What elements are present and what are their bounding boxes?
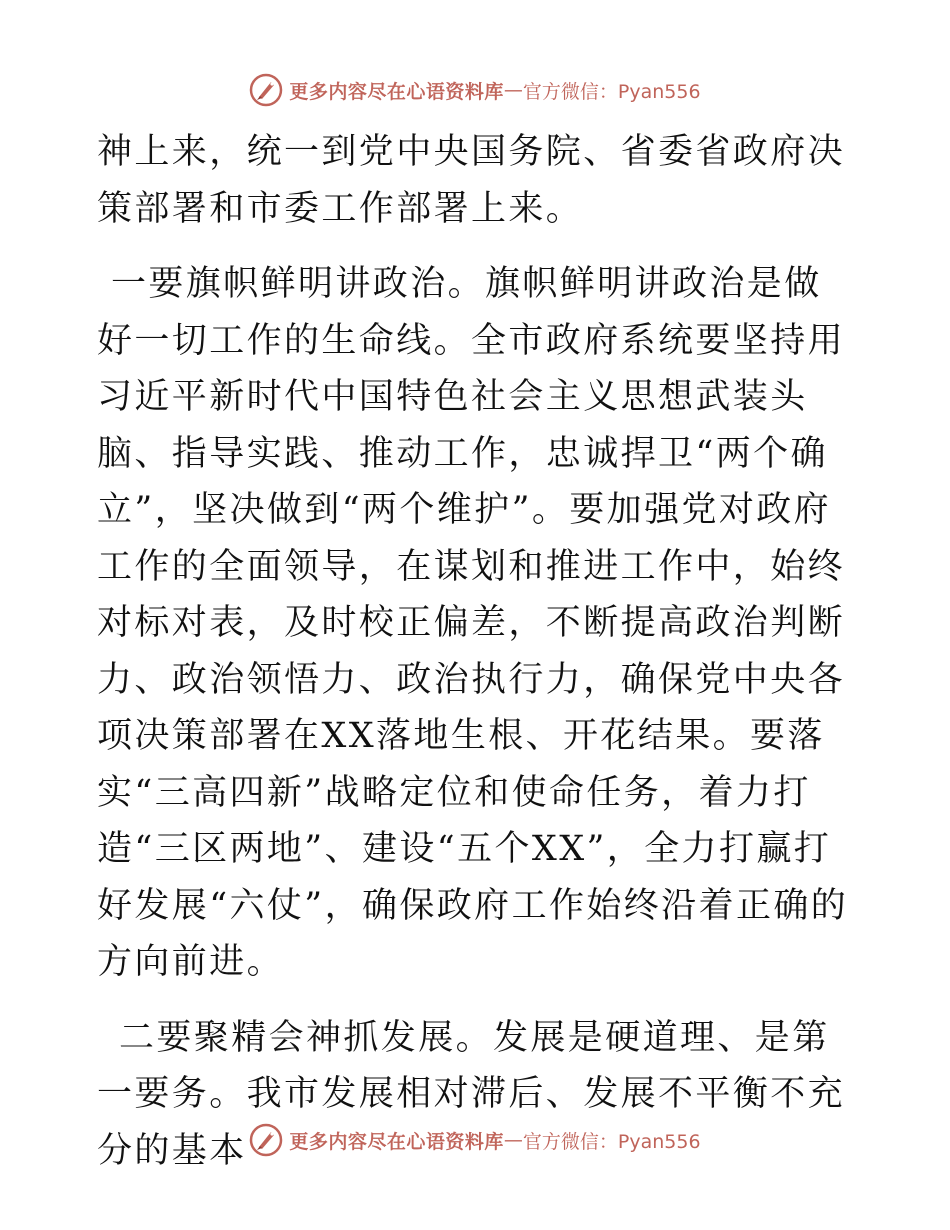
paragraph-continuation: 神上来，统一到党中央国务院、省委省政府决策部署和市委工作部署上来。 [97,132,846,229]
brand-text: 更多内容尽在心语资料库 [289,1130,504,1153]
paragraph-development: 二要聚精会神抓发展。发展是硬道理、是第一要务。我市发展相对滞后、发展不平衡不充分的基本 [97,1017,846,1171]
paragraph-politics: 一要旗帜鲜明讲政治。旗帜鲜明讲政治是做好一切工作的生命线。全市政府系统要坚持用习近平新时代中国特色社会主义思想武装头脑、指导实践、推动工作，忠诚捍卫“两个确立”，坚决做到“两个维护”。要加强党对政府工作的全面领导，在谋划和推进工作中，始终对标对表，及时校正偏差，不断提高政治判断力、政治领悟力、政治执行力，确保党中央各项决策部署在XX落地生根、开花结果。要落实“三高四新”战略定位和使命任务，着力打造“三区两地”、建设“五个XX”，全力打赢打好发展“六仗”，确保政府工作始终沿着正确的方向前进。 [97,264,849,982]
header-watermark-banner [0,70,950,110]
pen-nib-seal-icon [249,1123,283,1157]
banner-separator: — [503,79,523,101]
footer-watermark-banner [0,1120,950,1160]
document-body [97,124,857,1179]
pen-nib-seal-icon [249,73,283,107]
wechat-id-text: 官方微信：Pyan556 [522,80,701,103]
wechat-id-text: 官方微信：Pyan556 [522,1130,701,1153]
banner-separator: — [503,1129,523,1151]
brand-text: 更多内容尽在心语资料库 [289,80,504,103]
